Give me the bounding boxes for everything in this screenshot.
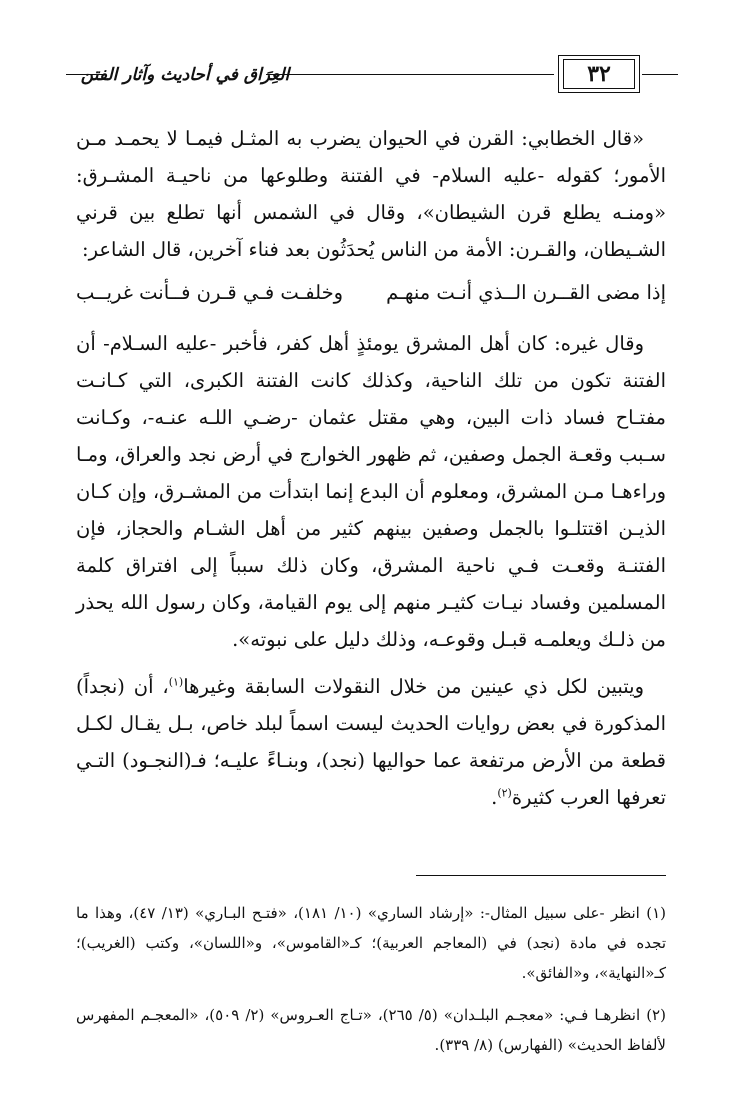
verse-first-hemistich: إذا مضى القــرن الــذي أنـت منهـم xyxy=(386,281,666,304)
second-paragraph: وقال غيره: كان أهل المشرق يومئذٍ أهل كفر، فأخبر -عليه السـلام- أن الفتنة تكون من تلك الناحية، وكذلك كانت الفتنة الكبرى، التي كـانـت مفتـاح فساد ذات البين، وهي مقتل عثمان -رضـي اللـه عنـه-، وكـانت سـبب وقعـة الجمل وصفين، ثم ظهور الخوارج في أرض نجد والعراق، ومـا وراءهـا مـن المشرق، ومعلوم أن البدع إنما ابتدأت من المشـرق، وإن كـان الذيـن اقتتلـوا بالجمل وصفين بينهم كثير من أهل الشـام والحجاز، فإن الفتنـة وقعـت فـي ناحية المشرق، وكان ذلك سبباً إلى افتراق كلمة المسلمين وفساد نيـات كثيـر منهم إلى يوم القيامة، وكان رسول الله يحذر من ذلـك ويعلمـه قبـل وقوعـه، وذلك دليل على نبوته». xyxy=(76,332,666,651)
header-rule-middle xyxy=(266,74,554,75)
poetry-verse xyxy=(76,274,666,311)
page-number-frame xyxy=(558,55,640,93)
third-paragraph-start: ويتبين لكل ذي عينين من خلال النقولات السابقة وغيرها xyxy=(183,675,644,698)
footnotes xyxy=(76,898,666,1060)
verse-second-hemistich: وخلفـت فـي قـرن فــأنت غريــب xyxy=(76,281,344,304)
page-header xyxy=(66,52,678,96)
header-rule-right xyxy=(642,74,678,75)
header-rule-left xyxy=(66,74,104,75)
main-text xyxy=(76,120,666,816)
book-title: العِرَاق في أحاديث وآثار الفتن xyxy=(80,65,290,85)
page-number: ٣٢ xyxy=(563,59,635,89)
footnote-ref-1[interactable]: (١) xyxy=(168,675,184,689)
footnote-2: (٢) انظرهـا فـي: «معجـم البلـدان» (٥/ ٢٦٥)، «تـاج العـروس» (٢/ ٥٠٩)، «المعجـم المفهرس لألفاظ الحديث» (الفهارس) (٨/ ٣٣٩). xyxy=(76,1006,666,1054)
footnote-separator xyxy=(416,875,666,876)
third-paragraph-end: . xyxy=(491,786,498,809)
intro-paragraph: «قال الخطابي: القرن في الحيوان يضرب به المثـل فيمـا لا يحمـد مـن الأمور؛ كقوله -عليه السلام- في الفتنة وطلوعها من ناحيـة المشـرق: «ومنـه يطلع قرن الشيطان»، وقال في الشمس أنها تطلع بين قرني الشـيطان، والقـرن: الأمة من الناس يُحدَثُون بعد فناء آخرين، قال الشاعر: xyxy=(76,127,666,261)
third-paragraph-middle: ، أن (نجداً) المذكورة في بعض روايات الحديث ليست اسماً لبلد خاص، بـل يقـال لكـل قطعة من الأرض مرتفعة عما حواليها (نجد)، وبنـاءً عليـه؛ فـ(النجـود) التـي تعرفها العرب كثيرة xyxy=(76,675,666,809)
footnote-ref-2[interactable]: (٢) xyxy=(497,786,512,800)
third-paragraph xyxy=(76,668,666,816)
footnote-1: (١) انظر -على سبيل المثال-: «إرشاد الساري» (١٠/ ١٨١)، «فتـح البـاري» (١٣/ ٤٧)، وهذا ما تجده في مادة (نجد) في (المعاجم العربية)؛ كـ«القاموس»، و«اللسان»، وكتب (الغريب)؛ كـ«النهاية»، و«الفائق». xyxy=(76,904,666,982)
